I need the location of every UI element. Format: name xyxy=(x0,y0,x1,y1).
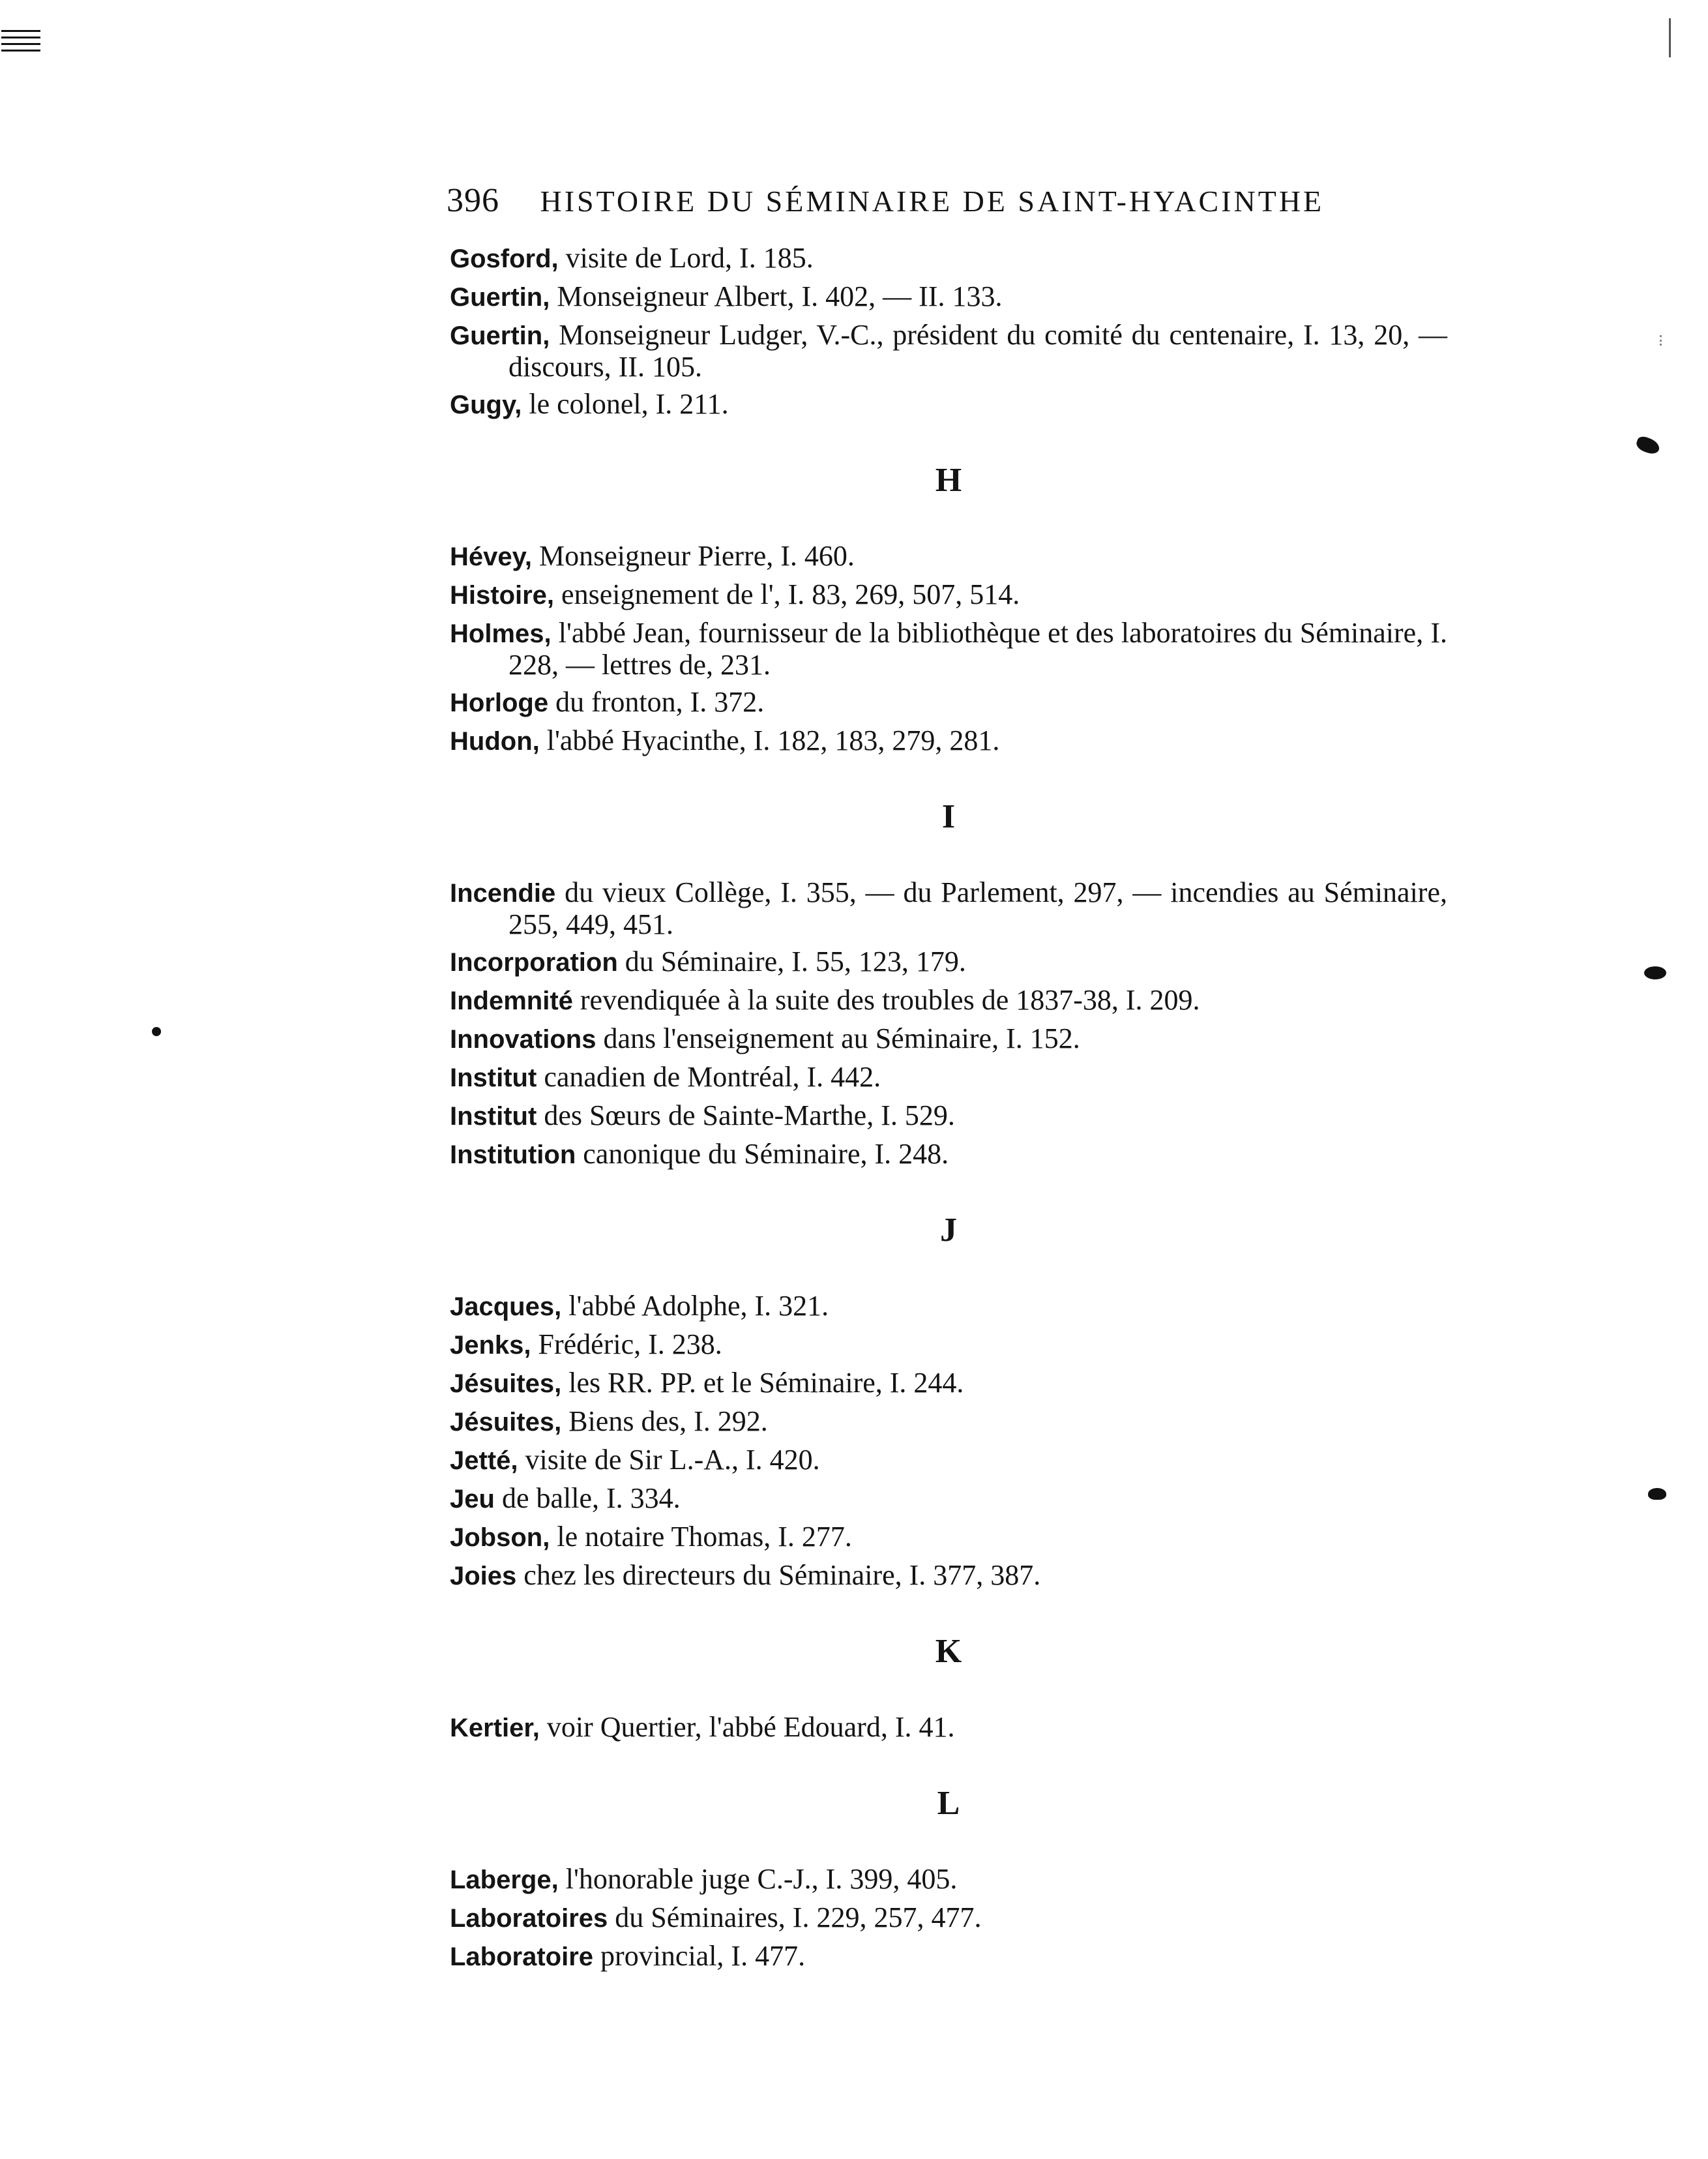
entry-text: visite de Sir L.-A., I. 420. xyxy=(518,1444,820,1476)
entry-text: l'abbé Jean, fournisseur de la bibliothèque et des laboratoires du Séminaire, I. 228, — lettres de, 231. xyxy=(508,617,1447,681)
index-entry xyxy=(450,1367,1447,1399)
entry-heading: Jenks, xyxy=(450,1331,531,1360)
entry-heading: Jobson, xyxy=(450,1523,550,1552)
entry-heading: Incendie xyxy=(450,879,556,908)
index-entry xyxy=(450,243,1447,275)
scan-mark-top-right xyxy=(1669,18,1671,57)
entry-heading: Jacques, xyxy=(450,1292,562,1321)
index-entry xyxy=(450,985,1447,1017)
entry-text: le notaire Thomas, I. 277. xyxy=(550,1521,852,1553)
index-entry xyxy=(450,687,1447,719)
running-title: HISTOIRE DU SÉMINAIRE DE SAINT-HYACINTHE xyxy=(540,185,1325,218)
entry-heading: Joies xyxy=(450,1562,517,1590)
index-entry xyxy=(450,946,1447,978)
entry-text: canadien de Montréal, I. 442. xyxy=(537,1061,881,1093)
scan-mark-right-1 xyxy=(1634,435,1661,456)
index-entry xyxy=(450,1864,1447,1896)
index-entry xyxy=(450,389,1447,421)
entry-heading: Jeu xyxy=(450,1485,495,1513)
entry-heading: Holmes, xyxy=(450,619,552,648)
index-entry xyxy=(450,1483,1447,1515)
entry-heading: Guertin, xyxy=(450,283,550,312)
entry-heading: Gosford, xyxy=(450,245,559,273)
entry-text: chez les directeurs du Séminaire, I. 377, 387. xyxy=(516,1559,1041,1591)
entry-text: du Séminaire, I. 55, 123, 179. xyxy=(617,945,966,977)
index-content xyxy=(450,243,1447,1979)
index-entry xyxy=(450,281,1447,313)
page-header xyxy=(447,181,1325,220)
entry-text: revendiquée à la suite des troubles de 1837-38, I. 209. xyxy=(572,984,1200,1016)
entry-text: du vieux Collège, I. 355, — du Parlement, 297, — incendies au Séminaire, 255, 449, 451. xyxy=(508,876,1447,940)
entry-heading: Indemnité xyxy=(450,987,573,1015)
entry-heading: Hévey, xyxy=(450,543,533,571)
index-entry xyxy=(450,541,1447,573)
entry-text: Biens des, I. 292. xyxy=(561,1405,768,1437)
index-entry xyxy=(450,1139,1447,1170)
scan-mark-right-3 xyxy=(1648,1488,1666,1500)
index-entry xyxy=(450,1290,1447,1322)
entry-text: provincial, I. 477. xyxy=(593,1940,806,1972)
index-entry xyxy=(450,1941,1447,1973)
index-entry xyxy=(450,618,1447,680)
entry-text: Monseigneur Pierre, I. 460. xyxy=(532,540,855,572)
entry-text: l'abbé Adolphe, I. 321. xyxy=(561,1290,829,1322)
scan-mark-right-dots xyxy=(1660,335,1664,346)
entry-heading: Guertin, xyxy=(450,321,550,350)
entry-heading: Institution xyxy=(450,1140,576,1169)
index-entry xyxy=(450,1521,1447,1553)
index-entry xyxy=(450,320,1447,382)
index-entry xyxy=(450,877,1447,940)
entry-heading: Incorporation xyxy=(450,948,618,977)
entry-heading: Histoire, xyxy=(450,581,555,610)
entry-text: canonique du Séminaire, I. 248. xyxy=(576,1138,949,1170)
index-entry xyxy=(450,1902,1447,1934)
entry-heading: Gugy, xyxy=(450,391,522,419)
entry-text: Monseigneur Ludger, V.-C., président du comité du centenaire, I. 13, 20, — discours, II. 105. xyxy=(508,319,1447,383)
section-letter: J xyxy=(940,1212,957,1249)
entry-text: de balle, I. 334. xyxy=(494,1482,681,1514)
section-letter: I xyxy=(941,798,956,835)
index-entry xyxy=(450,1406,1447,1438)
index-entry xyxy=(450,1560,1447,1592)
scan-mark-top-left xyxy=(1,30,40,53)
entry-heading: Institut xyxy=(450,1064,537,1092)
entry-heading: Laboratoire xyxy=(450,1943,594,1971)
entry-heading: Laberge, xyxy=(450,1866,559,1894)
entry-heading: Kertier, xyxy=(450,1714,540,1742)
scan-mark-right-2 xyxy=(1644,966,1666,979)
entry-text: l'honorable juge C.-J., I. 399, 405. xyxy=(558,1863,958,1895)
entry-text: dans l'enseignement au Séminaire, I. 152. xyxy=(596,1022,1080,1054)
section-letter: H xyxy=(935,462,962,499)
index-entry xyxy=(450,579,1447,611)
page-number: 396 xyxy=(447,182,499,219)
entry-text: enseignement de l', I. 83, 269, 507, 514. xyxy=(554,578,1020,610)
entry-text: le colonel, I. 211. xyxy=(522,388,729,420)
entry-text: visite de Lord, I. 185. xyxy=(558,242,814,274)
entry-text: du fronton, I. 372. xyxy=(548,686,765,718)
entry-heading: Innovations xyxy=(450,1025,596,1054)
index-entry xyxy=(450,1100,1447,1132)
entry-heading: Jésuites, xyxy=(450,1408,562,1437)
entry-text: des Sœurs de Sainte-Marthe, I. 529. xyxy=(537,1099,955,1131)
entry-text: du Séminaires, I. 229, 257, 477. xyxy=(608,1901,982,1933)
index-entry xyxy=(450,1062,1447,1094)
entry-heading: Horloge xyxy=(450,689,549,717)
entry-heading: Jetté, xyxy=(450,1446,518,1475)
index-entry xyxy=(450,725,1447,757)
scan-mark-left-dot xyxy=(152,1027,161,1036)
entry-heading: Jésuites, xyxy=(450,1369,562,1398)
entry-text: Frédéric, I. 238. xyxy=(531,1328,722,1360)
entry-heading: Hudon, xyxy=(450,727,540,756)
section-letter: K xyxy=(935,1633,962,1670)
section-letter: L xyxy=(937,1785,960,1822)
entry-text: l'abbé Hyacinthe, I. 182, 183, 279, 281. xyxy=(539,724,1000,756)
entry-heading: Institut xyxy=(450,1102,537,1131)
entry-heading: Laboratoires xyxy=(450,1904,608,1933)
entry-text: Monseigneur Albert, I. 402, — II. 133. xyxy=(550,280,1003,312)
index-entry xyxy=(450,1712,1447,1744)
entry-text: les RR. PP. et le Séminaire, I. 244. xyxy=(561,1367,964,1399)
index-entry xyxy=(450,1023,1447,1055)
entry-text: voir Quertier, l'abbé Edouard, I. 41. xyxy=(539,1711,955,1743)
index-entry xyxy=(450,1329,1447,1361)
index-entry xyxy=(450,1444,1447,1476)
